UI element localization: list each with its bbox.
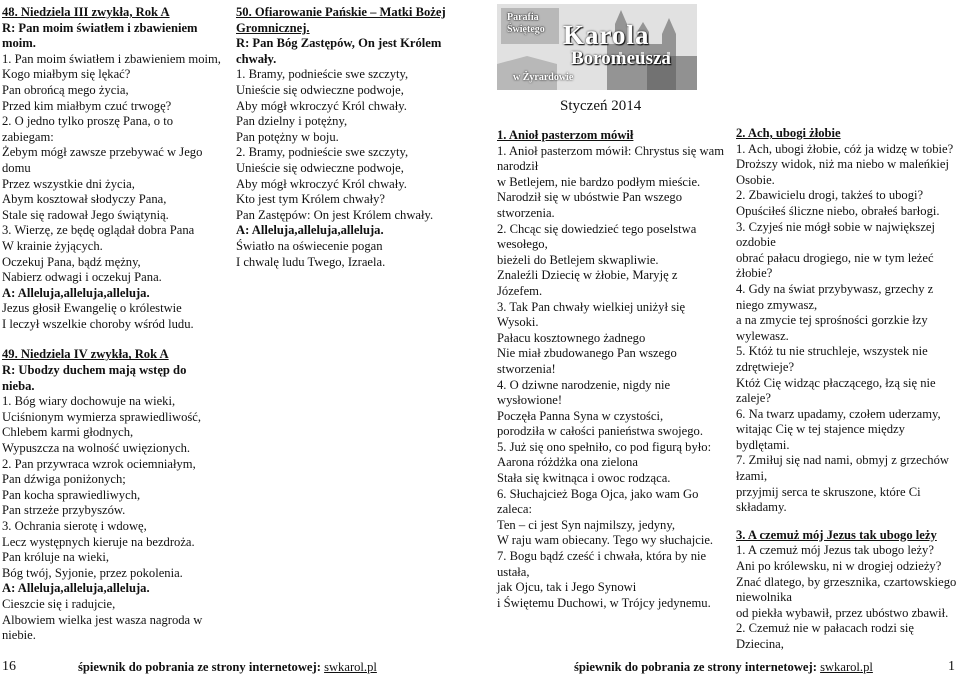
verse-line: W krainie żyjących.	[2, 238, 103, 253]
page-number-right: 1	[948, 659, 955, 674]
song-title: 48. Niedziela III zwykła, Rok A	[2, 5, 170, 19]
verse-line: Żebym mógł zawsze przebywać w Jego domu	[2, 145, 203, 175]
song-verses	[497, 144, 725, 612]
verse-line: Przez wszystkie dni życia,	[2, 176, 135, 191]
verse-line: 2. Zbawicielu drogi, takżeś to ubogi?	[736, 188, 924, 203]
verse-line: Stała się kwitnąca i owoc rodząca.	[497, 471, 671, 486]
banner-zyrardowie: w Żyrardowie	[513, 72, 574, 83]
page-number-left: 16	[2, 659, 16, 674]
verse-line: 6. Słuchajcież Boga Ojca, jako wam Go zaleca:	[497, 486, 699, 517]
banner-parafia-text: Parafia	[507, 12, 539, 23]
verse-line: Jezus głosił Ewangelię o królestwie	[2, 301, 182, 316]
verse-line: 3. Tak Pan chwały wielkiej uniżył się Wysoki.	[497, 299, 686, 330]
verse-line: Pan strzeże przybyszów.	[2, 503, 126, 518]
song-refrain: R: Pan Bóg Zastępów, On jest Królem chwały.	[236, 36, 442, 66]
verse-line: Pan kocha sprawiedliwych,	[2, 487, 141, 502]
verse-line: 6. Na twarz upadamy, czołem uderzamy,	[736, 406, 941, 421]
verse-line: Uciśnionym wymierza sprawiedliwość,	[2, 409, 202, 424]
song-verses	[2, 394, 222, 581]
verse-line: Stale się radował Jego świątynią.	[2, 207, 169, 222]
verse-line: przyjmij serca te skruszone, które Ci składamy.	[736, 484, 921, 515]
footer-left	[78, 660, 377, 675]
verse-line: Bóg twój, Syjonie, przez pokolenia.	[2, 565, 183, 580]
verse-line: 1. A czemuż mój Jezus tak ubogo leży?	[736, 543, 934, 558]
verse-line: 1. Bóg wiary dochowuje na wieki,	[2, 394, 176, 409]
song-verses	[2, 52, 222, 286]
verse-line: I leczył wszelkie choroby wśród ludu.	[2, 316, 194, 331]
verse-line: Opuściłeś śliczne niebo, obrałeś barłogi.	[736, 203, 940, 218]
verse-line: porodziła w całości panieństwa swojego.	[497, 424, 703, 439]
banner-karola: Karola	[563, 20, 650, 50]
verse-line: Kto jest tym Królem chwały?	[236, 192, 385, 207]
verse-line: Znać dlatego, by grzesznika, czartowskiego niewolnika	[736, 574, 957, 605]
verse-line: w Betlejem, nie bardzo podłym mieście.	[497, 174, 701, 189]
verse-line: witając Cię w tej stajence między bydlętami.	[736, 422, 905, 452]
verse-line: a na zmycie tej sprośności gorzkie łzy wylewasz.	[736, 313, 928, 343]
verse-line: Nie miał zbudowanego Pan wszego stworzenia!	[497, 346, 677, 376]
column-3	[497, 128, 725, 611]
verse-line: Poczęła Panna Syna w czystości,	[497, 408, 664, 423]
verse-line: 5. Już się ono spełniło, co pod figurą było:	[497, 439, 712, 454]
verse-line: Pan dźwiga poniżonych;	[2, 472, 126, 487]
song-title: 50. Ofiarowanie Pańskie – Matki Bożej Gromnicznej.	[236, 5, 446, 35]
footer-link[interactable]: swkarol.pl	[820, 660, 873, 674]
verse-line: Wypuszcza na wolność uwięzionych.	[2, 441, 191, 456]
verse-line: Oczekuj Pana, bądź mężny,	[2, 254, 141, 269]
column-4	[736, 126, 958, 653]
verse-line: Pan obrońcą mego życia,	[2, 82, 129, 97]
alleluia-line: A: Alleluja,alleluja,alleluja.	[2, 285, 150, 300]
verse-line: Droższy widok, niż ma niebo w maleńkiej Osobie.	[736, 157, 949, 187]
verse-line: od piekła wybawił, przez ubóstwo zbawił.	[736, 605, 949, 620]
verse-line: I chwalę ludu Twego, Izraela.	[236, 254, 386, 269]
verse-line: Aarona różdżka ona zielona	[497, 455, 638, 470]
verse-line: jak Ojcu, tak i Jego Synowi	[497, 580, 637, 595]
song-title: 1. Anioł pasterzom mówił	[497, 128, 634, 142]
banner-swietego-text: Świętego	[507, 24, 545, 35]
verse-line: 1. Anioł pasterzom mówił: Chrystus się wam narodził	[497, 143, 725, 174]
alleluia-line: A: Alleluja,alleluja,alleluja.	[236, 223, 384, 238]
verse-line: Pałacu kosztownego żadnego	[497, 330, 646, 345]
verse-line: i Świętemu Duchowi, w Trójcy jedynemu.	[497, 595, 711, 610]
song-refrain: R: Ubodzy duchem mają wstęp do nieba.	[2, 363, 187, 393]
verse-line: 5. Któż tu nie struchleje, wszystek nie zdrętwieje?	[736, 344, 928, 374]
verse-line: 2. O jedno tylko proszę Pana, o to zabiegam:	[2, 114, 174, 144]
banner-parafia	[507, 12, 545, 36]
verse-line: 2. Czemuż nie w pałacach rodzi się Dziecina,	[736, 621, 914, 651]
verse-line: Cieszcie się i radujcie,	[2, 596, 116, 611]
song-verses	[236, 67, 458, 223]
banner-boromeusza: Boromeusza	[571, 48, 671, 69]
verse-line: Pan Zastępów: On jest Królem chwały.	[236, 207, 434, 222]
verse-line: Pan dzielny i potężny,	[236, 114, 348, 129]
verse-line: Nabierz odwagi i oczekuj Pana.	[2, 270, 162, 285]
verse-line: Narodził się w ubóstwie Pan wszego stworzenia.	[497, 190, 683, 220]
verse-line: 2. Bramy, podnieście swe szczyty,	[236, 145, 409, 160]
verse-line: 1. Ach, ubogi żłobie, cóż ja widzę w tobie?	[736, 141, 954, 156]
verse-line: Znaleźli Dziecię w żłobie, Maryję z Józefem.	[497, 268, 678, 298]
verse-line: Unieście się odwieczne podwoje,	[236, 82, 404, 97]
verse-line: bieżeli do Betlejem skwapliwie.	[497, 252, 659, 267]
verse-line: Unieście się odwieczne podwoje,	[236, 160, 404, 175]
verse-line: 7. Bogu bądź cześć i chwała, która by nie ustała,	[497, 549, 707, 579]
footer-right	[574, 660, 873, 675]
verse-line: 1. Pan moim światłem i zbawieniem moim,	[2, 51, 221, 66]
footer-link[interactable]: swkarol.pl	[324, 660, 377, 674]
verse-line: Przed kim miałbym czuć trwogę?	[2, 98, 172, 113]
verse-line: Ani po królewsku, ni w drogiej odzieży?	[736, 559, 942, 574]
verse-line: Abym kosztował słodyczy Pana,	[2, 192, 167, 207]
verse-line: 4. O dziwne narodzenie, nigdy nie wysłowione!	[497, 377, 671, 408]
verse-line: 1. Bramy, podnieście swe szczyty,	[236, 67, 409, 82]
verse-line: Pan potężny w boju.	[236, 129, 339, 144]
verse-line: Któż Cię widząc płaczącego, łzą się nie zaleje?	[736, 375, 936, 406]
verse-line: Pan króluje na wieki,	[2, 550, 110, 565]
verse-line: 3. Czyjeś nie mógł sobie w największej ozdobie	[736, 219, 936, 250]
month-heading: Styczeń 2014	[560, 98, 642, 114]
verse-line: 4. Gdy na świat przybywasz, grzechy z niego zmywasz,	[736, 281, 934, 312]
parish-banner	[497, 4, 697, 90]
verse-line: W raju wam obiecany. Tego wy słuchajcie.	[497, 533, 714, 548]
song-verses	[736, 543, 958, 652]
footer-text: śpiewnik do pobrania ze strony internetowej:	[78, 660, 321, 674]
column-2	[236, 5, 458, 270]
verse-line: 7. Zmiłuj się nad nami, obmyj z grzechów łzami,	[736, 453, 949, 484]
verse-line: 3. Wierzę, ze będę oglądał dobra Pana	[2, 223, 195, 238]
verse-line: Aby mógł wkroczyć Król chwały.	[236, 176, 407, 191]
verse-line: Ten – ci jest Syn najmilszy, jedyny,	[497, 517, 675, 532]
footer-text: śpiewnik do pobrania ze strony internetowej:	[574, 660, 817, 674]
song-refrain: R: Pan moim światłem i zbawieniem moim.	[2, 20, 198, 51]
song-title: 3. A czemuż mój Jezus tak ubogo leży	[736, 527, 937, 542]
column-1	[2, 5, 222, 644]
verse-line: obrać pałacu drogiego, nie w tym leżeć żłobie?	[736, 250, 934, 281]
verse-line: 2. Pan przywraca wzrok ociemniałym,	[2, 456, 196, 471]
verse-line: Chlebem karmi głodnych,	[2, 425, 134, 440]
verse-line: 2. Chcąc się dowiedzieć tego poselstwa wesołego,	[497, 221, 697, 252]
verse-line: Lecz występnych kieruje na bezdroża.	[2, 534, 195, 549]
song-title: 49. Niedziela IV zwykła, Rok A	[2, 347, 169, 362]
verse-line: Kogo miałbym się lękać?	[2, 67, 131, 82]
verse-line: Aby mógł wkroczyć Król chwały.	[236, 98, 407, 113]
verse-line: Światło na oświecenie pogan	[236, 238, 383, 253]
alleluia-line: A: Alleluja,alleluja,alleluja.	[2, 581, 150, 596]
song-verses	[736, 142, 958, 516]
verse-line: Albowiem wielka jest wasza nagroda w niebie.	[2, 612, 203, 643]
song-title: 2. Ach, ubogi żłobie	[736, 126, 841, 140]
verse-line: 3. Ochrania sierotę i wdowę,	[2, 519, 147, 533]
